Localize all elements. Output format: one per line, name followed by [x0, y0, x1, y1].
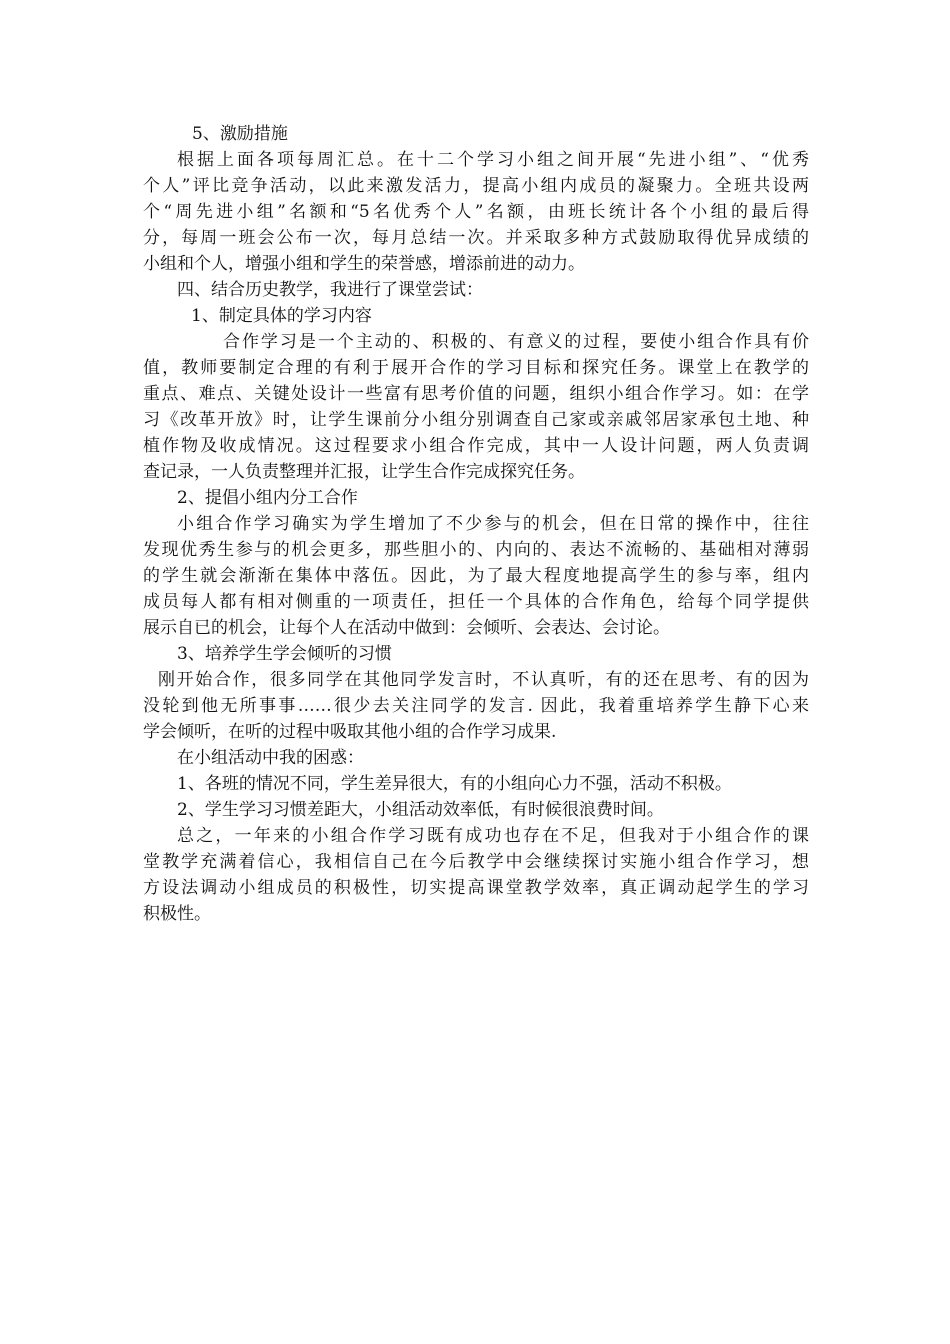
- text-line: 值，教师要制定合理的有利于展开合作的学习目标和探究任务。课堂上在教学的: [143, 358, 809, 378]
- text-line: 展示自已的机会，让每个人在活动中做到：会倾听、会表达、会讨论。: [143, 618, 670, 638]
- paragraph-division-of-labor: [143, 511, 809, 641]
- text-line: 总之，一年来的小组合作学习既有成功也存在不足，但我对于小组合作的课: [177, 826, 809, 846]
- heading-confusions: [143, 745, 809, 771]
- text-line: 没轮到他无所事事……很少去关注同学的发言. 因此，我着重培养学生静下心来: [143, 696, 809, 716]
- text-line: 合作学习是一个主动的、积极的、有意义的过程，要使小组合作具有价: [223, 332, 809, 352]
- heading-learning-content: [143, 303, 809, 329]
- text-line: 重点、难点、关键处设计一些富有思考价值的问题，组织小组合作学习。如：在学: [143, 384, 809, 404]
- text-line: 2、提倡小组内分工合作: [177, 488, 358, 508]
- text-line: 5、激励措施: [192, 124, 288, 144]
- text-line: 方设法调动小组成员的积极性，切实提高课堂教学效率，真正调动起学生的学习: [143, 878, 809, 898]
- paragraph-conclusion: [143, 823, 809, 927]
- confusion-item-2: [143, 797, 809, 823]
- document-body: [143, 121, 809, 927]
- text-line: 个人”评比竞争活动，以此来激发活力，提高小组内成员的凝聚力。全班共设两: [143, 176, 809, 196]
- text-line: 查记录，一人负责整理并汇报，让学生合作完成探究任务。: [143, 462, 585, 482]
- text-line: 2、学生学习习惯差距大，小组活动效率低，有时候很浪费时间。: [177, 800, 664, 820]
- text-line: 刚开始合作，很多同学在其他同学发言时，不认真听，有的还在思考、有的因为: [158, 670, 809, 690]
- text-line: 3、培养学生学会倾听的习惯: [177, 644, 392, 664]
- text-line: 1、制定具体的学习内容: [191, 306, 372, 326]
- text-line: 小组合作学习确实为学生增加了不少参与的机会，但在日常的操作中，往往: [177, 514, 809, 534]
- text-line: 分，每周一班会公布一次，每月总结一次。并采取多种方式鼓励取得优异成绩的: [143, 228, 809, 248]
- text-line: 习《改革开放》时，让学生课前分小组分别调查自己家或亲戚邻居家承包土地、种: [143, 410, 809, 430]
- text-line: 积极性。: [143, 904, 211, 924]
- heading-history-teaching: [143, 277, 809, 303]
- heading-incentive-measures: [143, 121, 809, 147]
- text-line: 植作物及收成情况。这过程要求小组合作完成，其中一人设计问题，两人负责调: [143, 436, 809, 456]
- text-line: 成员每人都有相对侧重的一项责任，担任一个具体的合作角色，给每个同学提供: [143, 592, 809, 612]
- text-line: 1、各班的情况不同，学生差异很大，有的小组向心力不强，活动不积极。: [177, 774, 732, 794]
- text-line: 四、结合历史教学，我进行了课堂尝试：: [177, 280, 483, 300]
- text-line: 小组和个人，增强小组和学生的荣誉感，增添前进的动力。: [143, 254, 585, 274]
- text-line: 的学生就会渐渐在集体中落伍。因此，为了最大程度地提高学生的参与率，组内: [143, 566, 809, 586]
- text-line: 在小组活动中我的困惑：: [177, 748, 364, 768]
- confusion-item-1: [143, 771, 809, 797]
- text-line: 学会倾听，在听的过程中吸取其他小组的合作学习成果.: [143, 722, 557, 742]
- text-line: 根据上面各项每周汇总。在十二个学习小组之间开展“先进小组”、“优秀: [177, 150, 809, 170]
- text-line: 堂教学充满着信心，我相信自己在今后教学中会继续探讨实施小组合作学习，想: [143, 852, 809, 872]
- paragraph-learning-content: [143, 329, 809, 485]
- text-line: 个“周先进小组”名额和“5名优秀个人”名额，由班长统计各个小组的最后得: [143, 202, 809, 222]
- heading-listening-habit: [143, 641, 809, 667]
- paragraph-incentive: [143, 147, 809, 277]
- paragraph-listening-habit: [143, 667, 809, 745]
- heading-division-of-labor: [143, 485, 809, 511]
- text-line: 发现优秀生参与的机会更多，那些胆小的、内向的、表达不流畅的、基础相对薄弱: [143, 540, 809, 560]
